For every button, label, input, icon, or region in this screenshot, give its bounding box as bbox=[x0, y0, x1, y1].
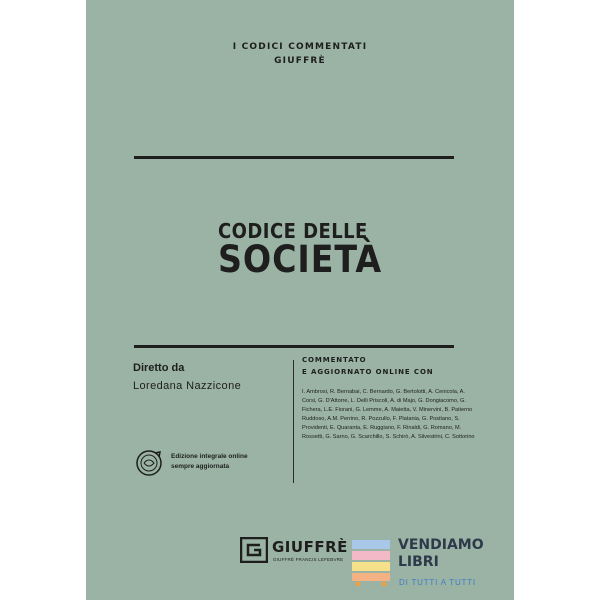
publisher-subtitle: GIUFFRÈ FRANCIS LEFEBVRE bbox=[273, 557, 344, 562]
directed-by-label: Diretto da bbox=[133, 362, 185, 374]
publisher-name: GIUFFRÈ bbox=[272, 538, 348, 556]
online-line-1: Edizione integrale online bbox=[171, 453, 248, 460]
commented-line-2: E AGGIORNATO ONLINE CON bbox=[302, 368, 434, 376]
authors-list: I. Ambrosi, R. Bernabai, C. Bernardo, G. Bertolotti, A. Cenicola, A. Corsi, G. D'Attorre, L. Delli Priscoli, A. di Majo, G. Dongiacomo, G. Fichera, L.E. Fiorani, G. Lemme, A. Maietta, V. Minervini, B. Patierno Ruddoso, A.M. Perrino, R. Pozzullo, F. Platania, G. Positano, S. Providenti, E. Quaranta, E. Ruggiano, F. Rinaldi, G. Romano, M. Rossetti, G. Sarno, G. Scarchillo, S. Schirò, A. Silvestrini, C. Sottorino bbox=[302, 389, 475, 440]
vendiamo-libri-books-icon bbox=[350, 537, 392, 587]
online-edition-text bbox=[171, 452, 281, 472]
watermark-line-2: LIBRI bbox=[398, 554, 439, 570]
online-line-2: sempre aggiornata bbox=[171, 463, 230, 470]
bottom-divider bbox=[134, 345, 454, 348]
commented-heading bbox=[302, 354, 477, 378]
giuffre-logo-icon bbox=[240, 537, 268, 563]
title-line-2: SOCIETÀ bbox=[218, 238, 383, 281]
series-name: I CODICI COMMENTATI bbox=[232, 42, 368, 52]
title-line-1: CODICE DELLE bbox=[218, 219, 368, 243]
online-edition-icon bbox=[135, 449, 163, 477]
column-divider bbox=[293, 360, 294, 483]
watermark-tagline: DI TUTTI A TUTTI bbox=[399, 578, 476, 587]
top-divider bbox=[134, 156, 454, 159]
director-name: Loredana Nazzicone bbox=[133, 380, 242, 392]
book-cover bbox=[86, 0, 514, 600]
watermark-brand bbox=[398, 537, 484, 571]
watermark-line-1: VENDIAMO bbox=[398, 537, 484, 553]
series-publisher: GIUFFRÈ bbox=[274, 56, 326, 66]
commented-line-1: COMMENTATO bbox=[302, 356, 367, 364]
